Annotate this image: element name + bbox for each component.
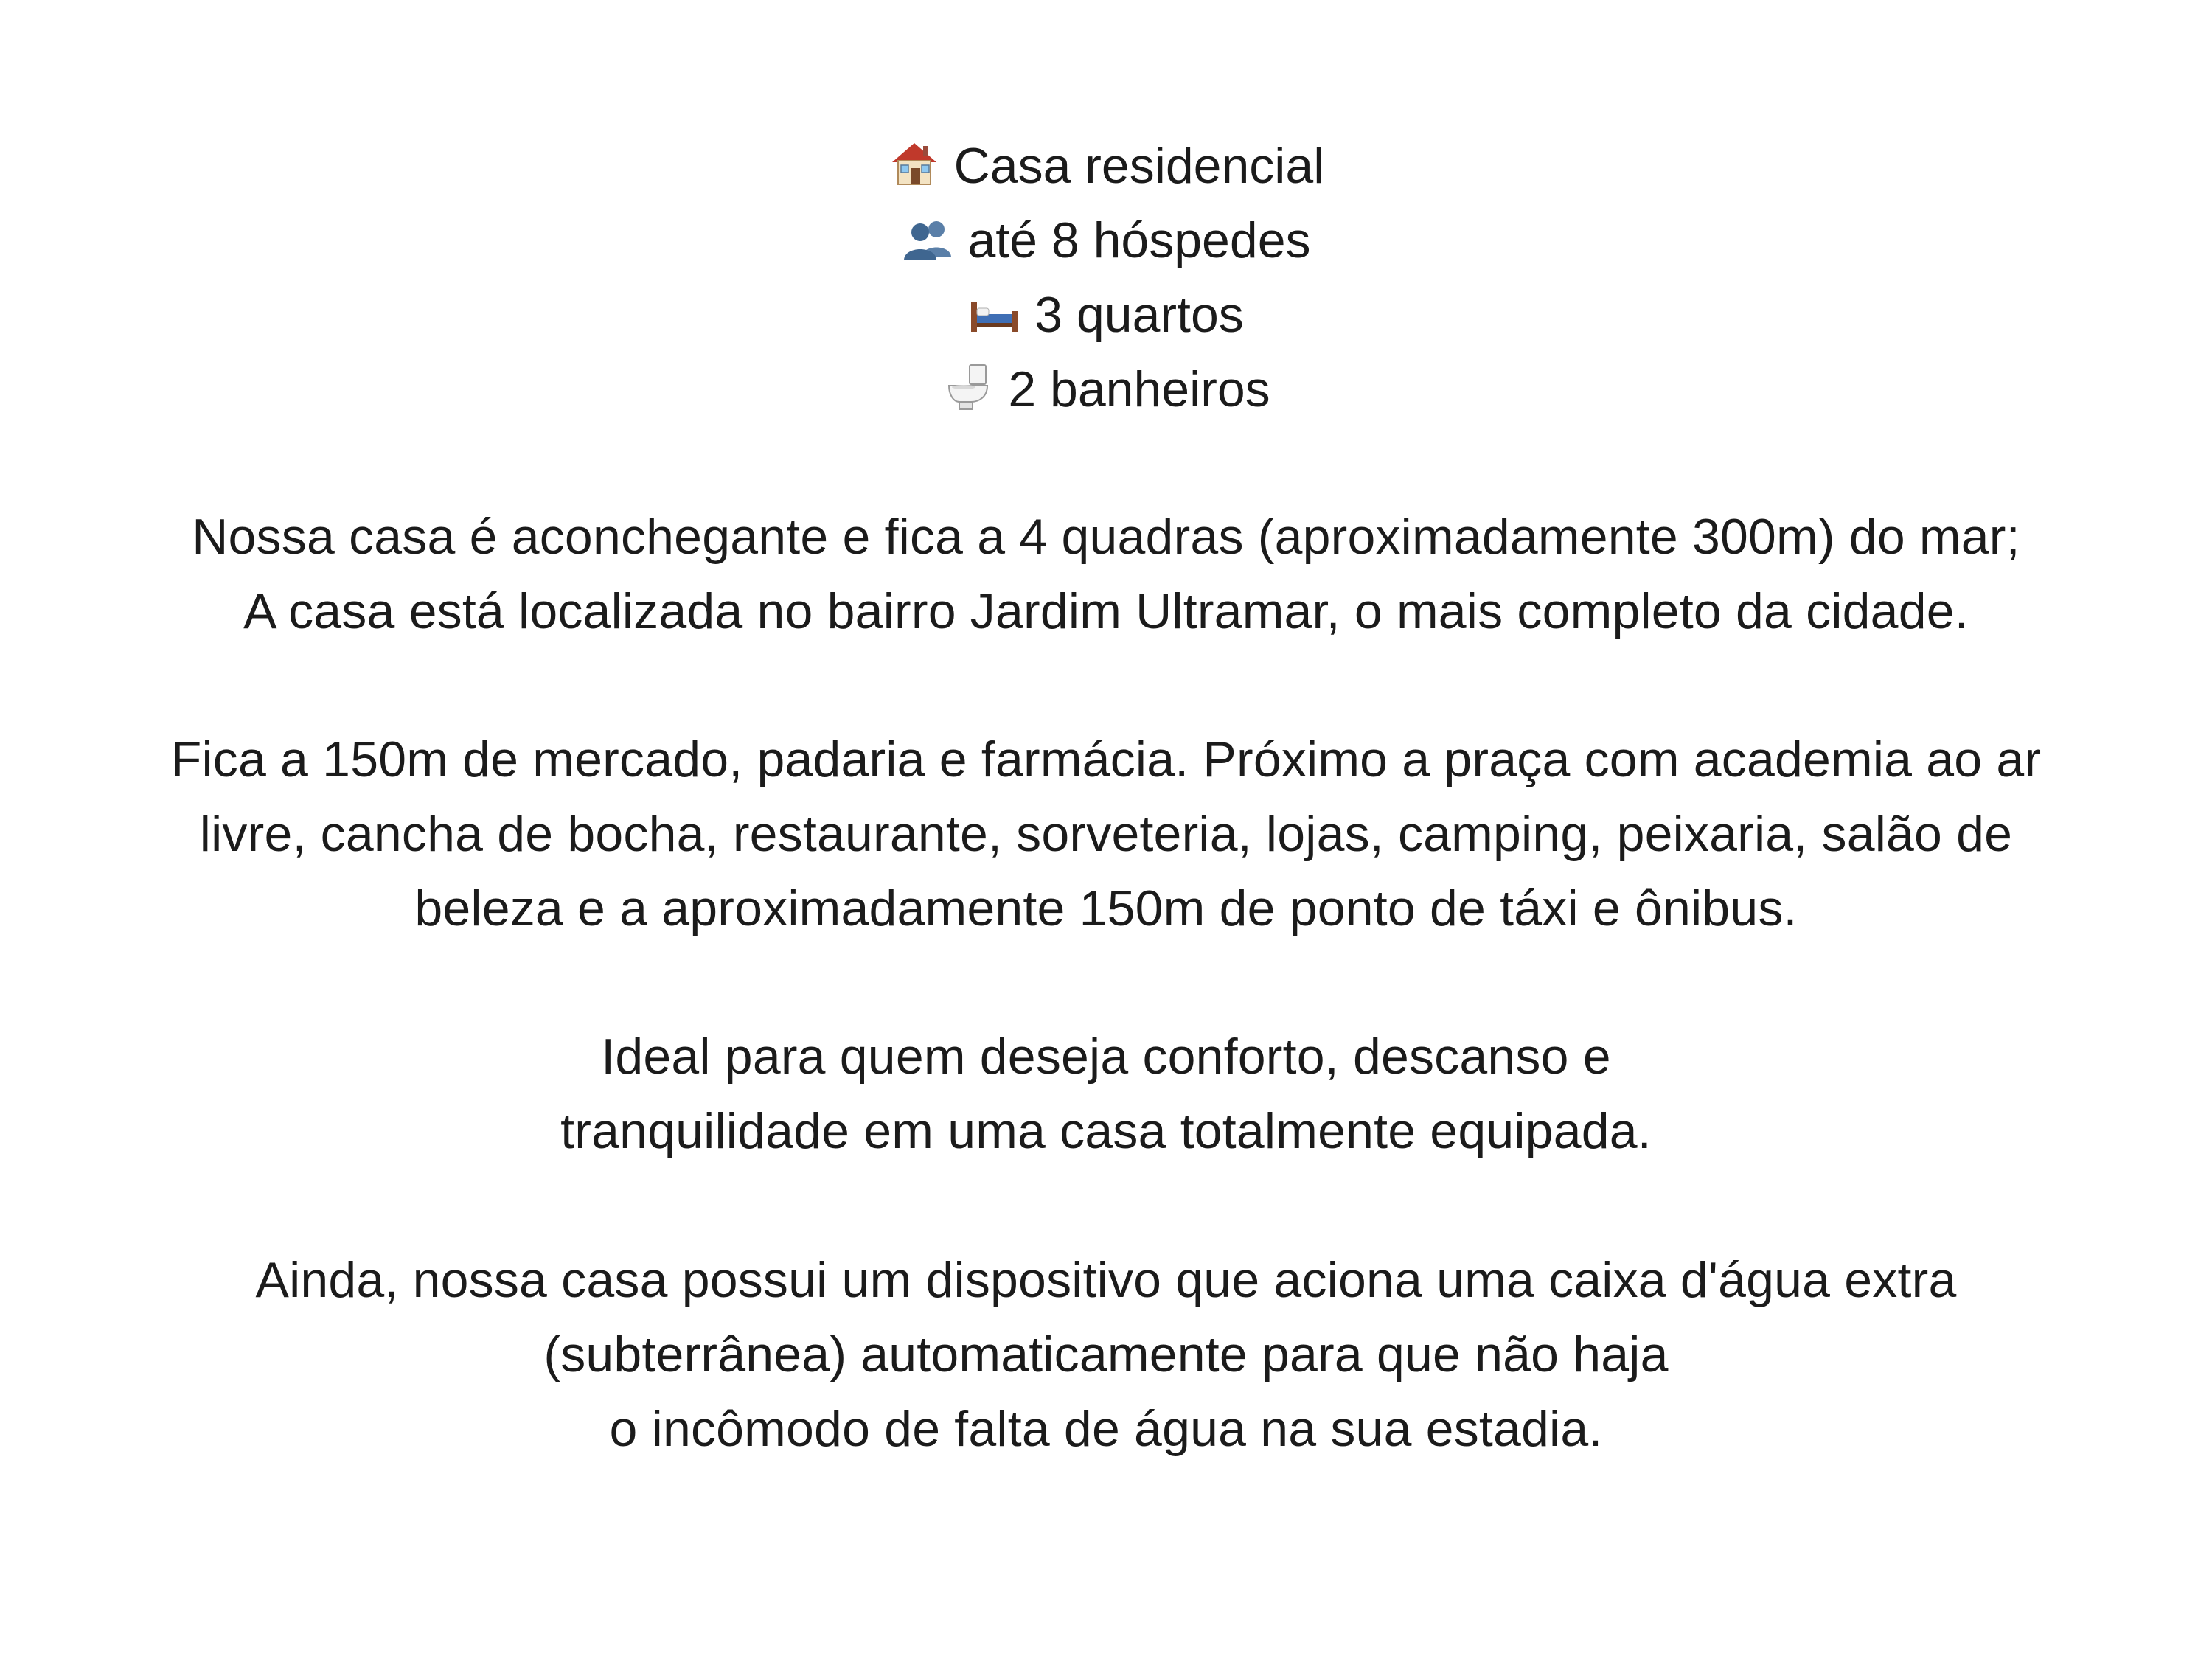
house-icon — [888, 137, 941, 190]
text-line: beleza e a aproximadamente 150m de ponto de táxi e ônibus. — [414, 880, 1798, 936]
feature-bathrooms — [0, 352, 2212, 427]
toilet-icon — [942, 361, 995, 414]
bed-icon — [968, 286, 1021, 339]
paragraph-ideal — [0, 1020, 2212, 1169]
text-line: Nossa casa é aconchegante e fica a 4 quadras (aproximadamente 300m) do mar; — [192, 509, 2020, 565]
feature-guests-label: até 8 hóspedes — [967, 212, 1311, 268]
text-line: Ideal para quem deseja conforto, descanso e — [601, 1029, 1611, 1085]
feature-bedrooms-label: 3 quartos — [1034, 287, 1244, 343]
text-line: tranquilidade em uma casa totalmente equipada. — [560, 1103, 1652, 1159]
people-icon — [901, 212, 954, 265]
text-line: A casa está localizada no bairro Jardim Ultramar, o mais completo da cidade. — [243, 583, 1969, 639]
feature-guests — [0, 204, 2212, 278]
feature-bedrooms — [0, 278, 2212, 352]
text-line: o incômodo de falta de água na sua estadia. — [609, 1401, 1603, 1457]
feature-house — [0, 129, 2212, 204]
paragraph-water-tank — [0, 1243, 2212, 1467]
text-line: (subterrânea) automaticamente para que não haja — [543, 1326, 1669, 1382]
feature-bathrooms-label: 2 banheiros — [1008, 361, 1270, 417]
paragraph-location — [0, 500, 2212, 649]
feature-house-label: Casa residencial — [953, 138, 1325, 194]
text-line: Fica a 150m de mercado, padaria e farmácia. Próximo a praça com academia ao ar — [170, 731, 2042, 787]
paragraph-nearby — [0, 723, 2212, 946]
feature-list — [0, 129, 2212, 427]
text-line: livre, cancha de bocha, restaurante, sorveteria, lojas, camping, peixaria, salão de — [199, 806, 2013, 862]
text-line: Ainda, nossa casa possui um dispositivo que aciona uma caixa d'água extra — [255, 1252, 1957, 1308]
